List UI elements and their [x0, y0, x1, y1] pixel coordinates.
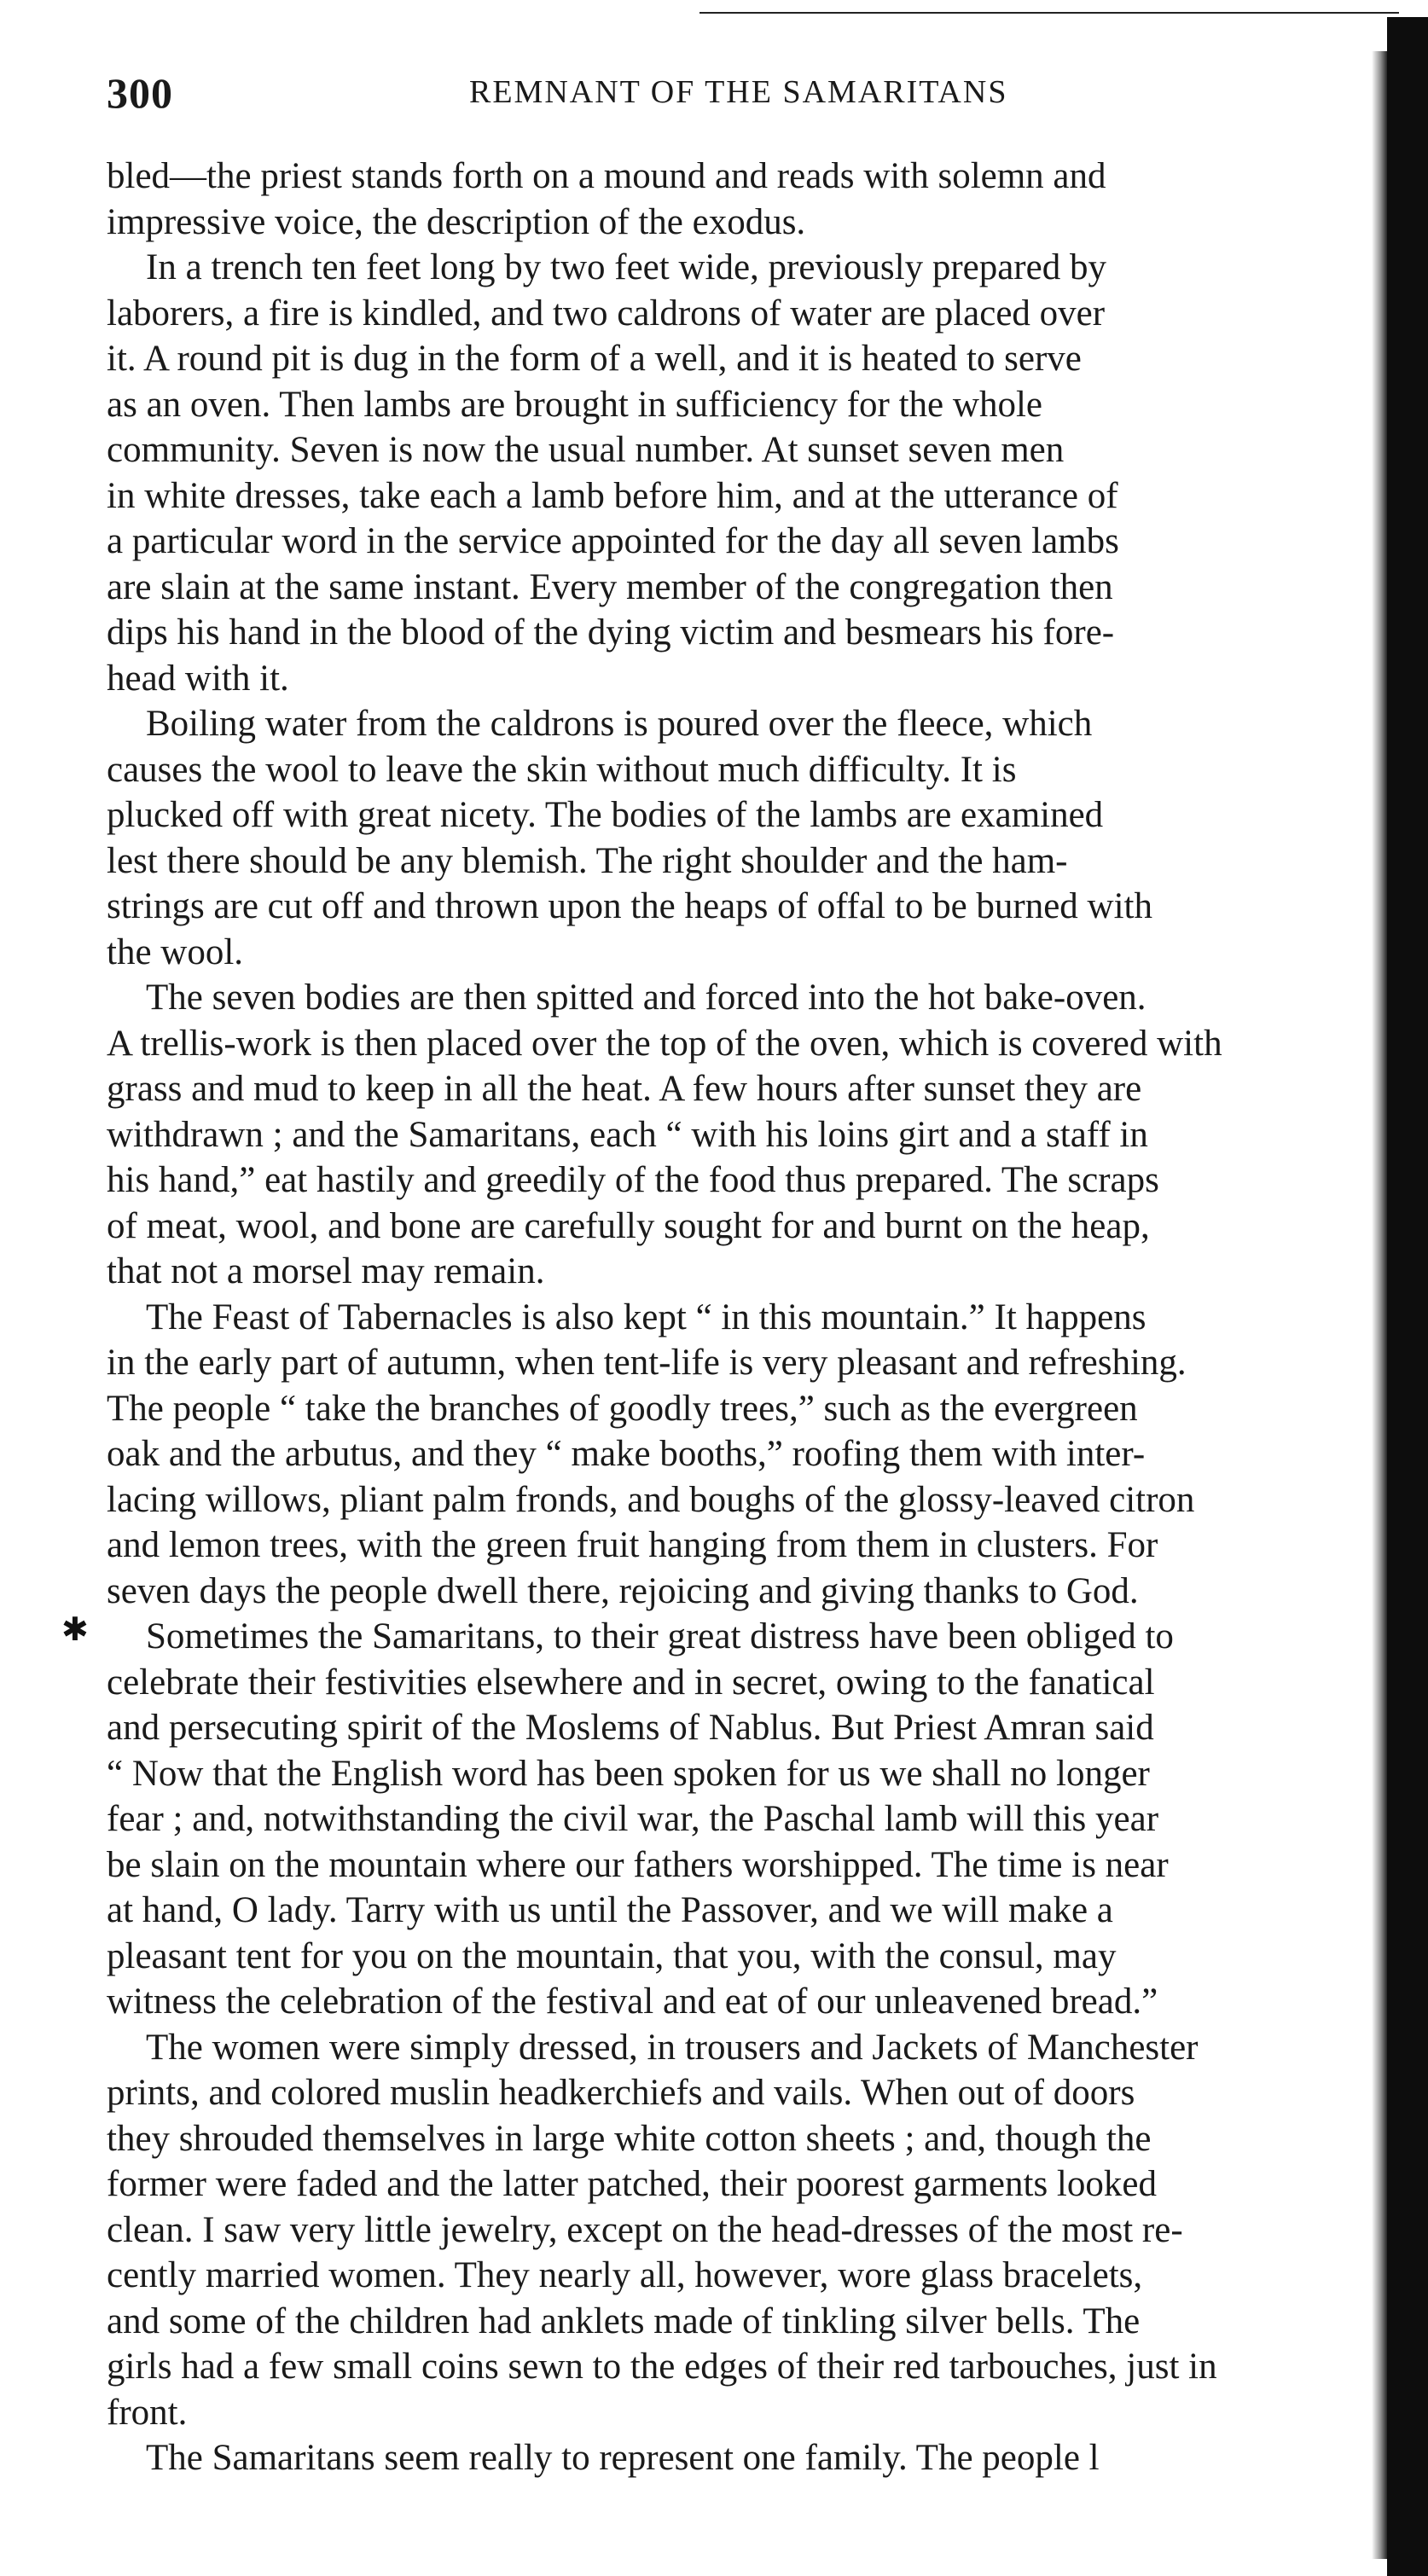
paragraph	[107, 2025, 1395, 2436]
paragraph	[107, 701, 1395, 975]
text-line: a particular word in the service appointed for the day all seven lambs	[107, 521, 1119, 561]
paragraph	[107, 1614, 1395, 2025]
text-line: girls had a few small coins sewn to the edges of their red tarbouches, just in	[107, 2347, 1217, 2387]
text-line: front.	[107, 2392, 188, 2433]
text-line: the wool.	[107, 931, 244, 972]
text-line: laborers, a fire is kindled, and two caldrons of water are placed over	[107, 293, 1106, 334]
body-text	[107, 154, 1395, 2481]
running-head: REMNANT OF THE SAMARITANS	[469, 74, 1008, 110]
text-line: at hand, O lady. Tarry with us until the Passover, and we will make a	[107, 1890, 1113, 1930]
asterisk-mark-icon: ✱	[61, 1610, 89, 1648]
text-line: clean. I saw very little jewelry, except on the head-dresses of the most re-	[107, 2209, 1183, 2250]
text-line: The seven bodies are then spitted and forced into the hot bake-oven.	[146, 978, 1146, 1018]
text-line: “ Now that the English word has been spoken for us we shall no longer	[107, 1753, 1150, 1794]
text-line: Boiling water from the caldrons is poured over the fleece, which	[146, 704, 1093, 744]
text-line: causes the wool to leave the skin without much difficulty. It is	[107, 749, 1017, 790]
text-line: be slain on the mountain where our fathers worshipped. The time is near	[107, 1844, 1169, 1885]
text-line: In a trench ten feet long by two feet wide, previously prepared by	[146, 247, 1106, 287]
text-line: grass and mud to keep in all the heat. A few hours after sunset they are	[107, 1069, 1142, 1109]
text-line: The women were simply dressed, in trousers and Jackets of Manchester	[146, 2027, 1199, 2068]
top-rule-long	[751, 12, 1399, 14]
text-line: cently married women. They nearly all, however, wore glass bracelets,	[107, 2255, 1143, 2295]
text-line: in white dresses, take each a lamb before him, and at the utterance of	[107, 475, 1118, 516]
text-line: they shrouded themselves in large white cotton sheets ; and, though the	[107, 2118, 1152, 2159]
text-line: pleasant tent for you on the mountain, that you, with the consul, may	[107, 1935, 1117, 1976]
text-line: of meat, wool, and bone are carefully sought for and burnt on the heap,	[107, 1205, 1150, 1246]
paragraph	[107, 2435, 1395, 2481]
text-line: it. A round pit is dug in the form of a well, and it is heated to serve	[107, 339, 1082, 379]
paragraph	[107, 245, 1395, 701]
text-line: oak and the arbutus, and they “ make booths,” roofing them with inter-	[107, 1434, 1146, 1474]
text-line: A trellis-work is then placed over the top of the oven, which is covered with	[107, 1023, 1222, 1064]
text-line: lacing willows, pliant palm fronds, and boughs of the glossy-leaved citron	[107, 1479, 1195, 1520]
text-line: seven days the people dwell there, rejoicing and giving thanks to God.	[107, 1570, 1139, 1611]
text-line: are slain at the same instant. Every member of the congregation then	[107, 566, 1113, 607]
text-line: Sometimes the Samaritans, to their great distress have been obliged to	[146, 1616, 1174, 1656]
text-line: former were faded and the latter patched, their poorest garments looked	[107, 2164, 1157, 2204]
text-line: The people “ take the branches of goodly trees,” such as the evergreen	[107, 1388, 1138, 1429]
text-line: celebrate their festivities elsewhere and in secret, owing to the fanatical	[107, 1662, 1155, 1703]
text-line: The Samaritans seem really to represent one family. The people l	[146, 2438, 1100, 2478]
text-line: that not a morsel may remain.	[107, 1251, 545, 1291]
text-line: his hand,” eat hastily and greedily of the food thus prepared. The scraps	[107, 1160, 1159, 1200]
text-line: as an oven. Then lambs are brought in sufficiency for the whole	[107, 384, 1042, 425]
text-line: bled—the priest stands forth on a mound and reads with solemn and	[107, 156, 1106, 196]
text-line: prints, and colored muslin headkerchiefs and vails. When out of doors	[107, 2073, 1135, 2113]
paragraph	[107, 154, 1395, 245]
text-line: strings are cut off and thrown upon the heaps of offal to be burned with	[107, 886, 1153, 926]
text-line: and persecuting spirit of the Moslems of Nablus. But Priest Amran said	[107, 1708, 1154, 1748]
text-line: and lemon trees, with the green fruit hanging from them in clusters. For	[107, 1525, 1158, 1565]
page-header	[107, 68, 1369, 136]
paragraph	[107, 1295, 1395, 1615]
text-line: dips his hand in the blood of the dying victim and besmears his fore-	[107, 612, 1115, 653]
text-line: withdrawn ; and the Samaritans, each “ with his loins girt and a staff in	[107, 1114, 1148, 1155]
text-line: lest there should be any blemish. The right shoulder and the ham-	[107, 840, 1068, 881]
page-number: 300	[107, 69, 173, 117]
text-line: impressive voice, the description of the exodus.	[107, 201, 806, 242]
text-line: head with it.	[107, 658, 289, 699]
text-line: witness the celebration of the festival and eat of our unleavened bread.”	[107, 1981, 1158, 2022]
text-line: and some of the children had anklets made of tinkling silver bells. The	[107, 2300, 1141, 2341]
text-line: in the early part of autumn, when tent-life is very pleasant and refreshing.	[107, 1343, 1187, 1383]
text-line: fear ; and, notwithstanding the civil war, the Paschal lamb will this year	[107, 1799, 1159, 1839]
text-line: community. Seven is now the usual number. At sunset seven men	[107, 430, 1065, 470]
text-line: The Feast of Tabernacles is also kept “ in this mountain.” It happens	[146, 1297, 1146, 1337]
text-line: plucked off with great nicety. The bodies of the lambs are examined	[107, 795, 1104, 835]
paragraph	[107, 975, 1395, 1295]
